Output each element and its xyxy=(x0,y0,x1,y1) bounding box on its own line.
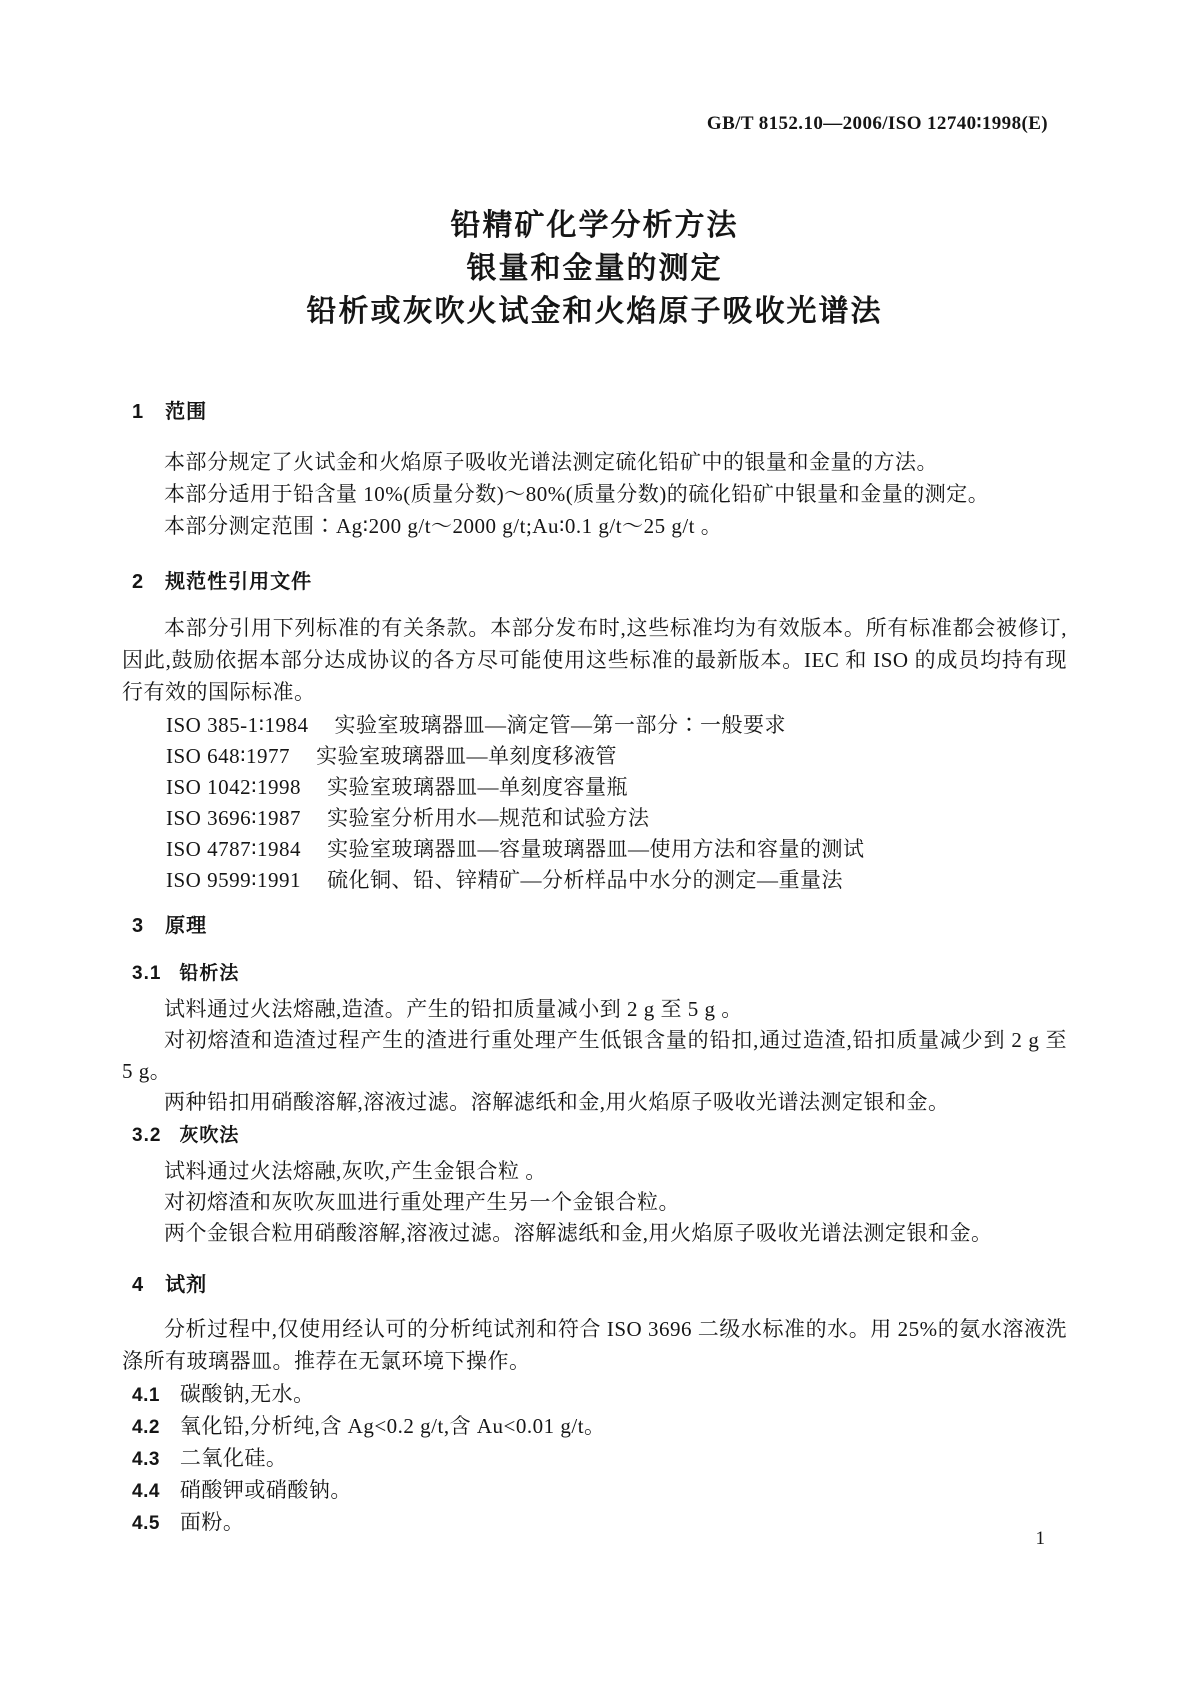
section-title: 铅析法 xyxy=(179,963,240,984)
paragraph: 对初熔渣和造渣过程产生的渣进行重处理产生低银含量的铅扣,通过造渣,铅扣质量减少到 2 g 至 5 g。 xyxy=(122,1028,1067,1083)
document-title-line-3: 铅析或灰吹火试金和火焰原子吸收光谱法 xyxy=(306,295,883,328)
section-3-heading xyxy=(122,912,1067,940)
section-3-2-body xyxy=(122,1156,1067,1249)
clause-number: 4.1 xyxy=(132,1385,160,1406)
reference-list xyxy=(122,710,1067,896)
reference-item xyxy=(122,803,1067,834)
paragraph: 本部分规定了火试金和火焰原子吸收光谱法测定硫化铅矿中的银量和金量的方法。 xyxy=(164,450,938,474)
paragraph: 本部分适用于铅含量 10%(质量分数)～80%(质量分数)的硫化铅矿中银量和金量的测定。 xyxy=(164,482,990,506)
reference-title: 硫化铜、铅、锌精矿—分析样品中水分的测定—重量法 xyxy=(327,868,844,892)
document-title-line-1: 铅精矿化学分析方法 xyxy=(450,209,739,242)
section-number: 3.1 xyxy=(132,963,162,984)
section-number: 2 xyxy=(132,571,144,593)
reference-item xyxy=(122,741,1067,772)
clause-text: 面粉。 xyxy=(179,1510,245,1534)
section-title: 规范性引用文件 xyxy=(165,571,313,593)
section-1-heading xyxy=(122,398,1067,426)
clause-text: 碳酸钠,无水。 xyxy=(179,1382,315,1406)
clause-number: 4.5 xyxy=(132,1513,160,1534)
reagent-item xyxy=(122,1443,1067,1475)
paragraph: 试料通过火法熔融,造渣。产生的铅扣质量减小到 2 g 至 5 g 。 xyxy=(164,997,743,1021)
paragraph: 两个金银合粒用硝酸溶解,溶液过滤。溶解滤纸和金,用火焰原子吸收光谱法测定银和金。 xyxy=(164,1221,993,1245)
section-number: 1 xyxy=(132,401,144,423)
section-number: 4 xyxy=(132,1274,144,1296)
reference-code: ISO 1042∶1998 xyxy=(166,775,302,799)
reference-item xyxy=(122,710,1067,741)
section-number: 3 xyxy=(132,915,144,937)
section-title: 范围 xyxy=(165,401,208,423)
clause-number: 4.2 xyxy=(132,1417,160,1438)
reference-code: ISO 4787∶1984 xyxy=(166,837,302,861)
reference-item xyxy=(122,865,1067,896)
reagent-item xyxy=(122,1475,1067,1507)
paragraph: 分析过程中,仅使用经认可的分析纯试剂和符合 ISO 3696 二级水标准的水。用 25%的氨水溶液洗涤所有玻璃器皿。推荐在无氯环境下操作。 xyxy=(122,1317,1067,1373)
clause-text: 氧化铅,分析纯,含 Ag<0.2 g/t,含 Au<0.01 g/t。 xyxy=(179,1414,606,1438)
reagent-item xyxy=(122,1379,1067,1411)
reagent-item xyxy=(122,1507,1067,1539)
clause-number: 4.4 xyxy=(132,1481,160,1502)
paragraph: 两种铅扣用硝酸溶解,溶液过滤。溶解滤纸和金,用火焰原子吸收光谱法测定银和金。 xyxy=(164,1090,950,1114)
section-3-1-heading xyxy=(122,960,1067,988)
reference-title: 实验室玻璃器皿—单刻度容量瓶 xyxy=(327,775,629,799)
reference-code: ISO 9599∶1991 xyxy=(166,868,302,892)
section-title: 试剂 xyxy=(165,1274,208,1296)
section-3-1-body xyxy=(122,994,1067,1118)
reference-code: ISO 3696∶1987 xyxy=(166,806,302,830)
paragraph: 试料通过火法熔融,灰吹,产生金银合粒 。 xyxy=(164,1159,547,1183)
section-title: 灰吹法 xyxy=(179,1125,240,1146)
reference-title: 实验室玻璃器皿—单刻度移液管 xyxy=(316,744,618,768)
standard-code: GB/T 8152.10—2006/ISO 12740∶1998(E) xyxy=(706,113,1048,134)
reagent-item xyxy=(122,1411,1067,1443)
reference-code: ISO 385-1∶1984 xyxy=(166,713,309,737)
document-body xyxy=(122,398,1067,1539)
clause-text: 二氧化硅。 xyxy=(179,1446,288,1470)
clause-text: 硝酸钾或硝酸钠。 xyxy=(179,1478,352,1502)
section-3-2-heading xyxy=(122,1122,1067,1150)
section-title: 原理 xyxy=(165,915,208,937)
reference-title: 实验室玻璃器皿—滴定管—第一部分∶一般要求 xyxy=(334,713,787,737)
section-number: 3.2 xyxy=(132,1125,162,1146)
reference-item xyxy=(122,834,1067,865)
reference-title: 实验室分析用水—规范和试验方法 xyxy=(327,806,650,830)
paragraph: 本部分引用下列标准的有关条款。本部分发布时,这些标准均为有效版本。所有标准都会被修订,因此,鼓励依据本部分达成协议的各方尽可能使用这些标准的最新版本。IEC 和 ISO 的成员均持有现行有效的国际标准。 xyxy=(122,616,1067,704)
paragraph: 对初熔渣和灰吹灰皿进行重处理产生另一个金银合粒。 xyxy=(164,1190,680,1214)
clause-number: 4.3 xyxy=(132,1449,160,1470)
document-title xyxy=(122,204,1067,333)
section-4-heading xyxy=(122,1271,1067,1299)
document-title-line-2: 银量和金量的测定 xyxy=(466,252,723,285)
reference-code: ISO 648∶1977 xyxy=(166,744,291,768)
page-number: 1 xyxy=(1035,1528,1045,1549)
reagent-list xyxy=(122,1379,1067,1539)
section-2-heading xyxy=(122,568,1067,596)
reference-title: 实验室玻璃器皿—容量玻璃器皿—使用方法和容量的测试 xyxy=(327,837,865,861)
reference-item xyxy=(122,772,1067,803)
paragraph: 本部分测定范围∶Ag∶200 g/t～2000 g/t;Au∶0.1 g/t～25 g/t 。 xyxy=(164,514,723,538)
